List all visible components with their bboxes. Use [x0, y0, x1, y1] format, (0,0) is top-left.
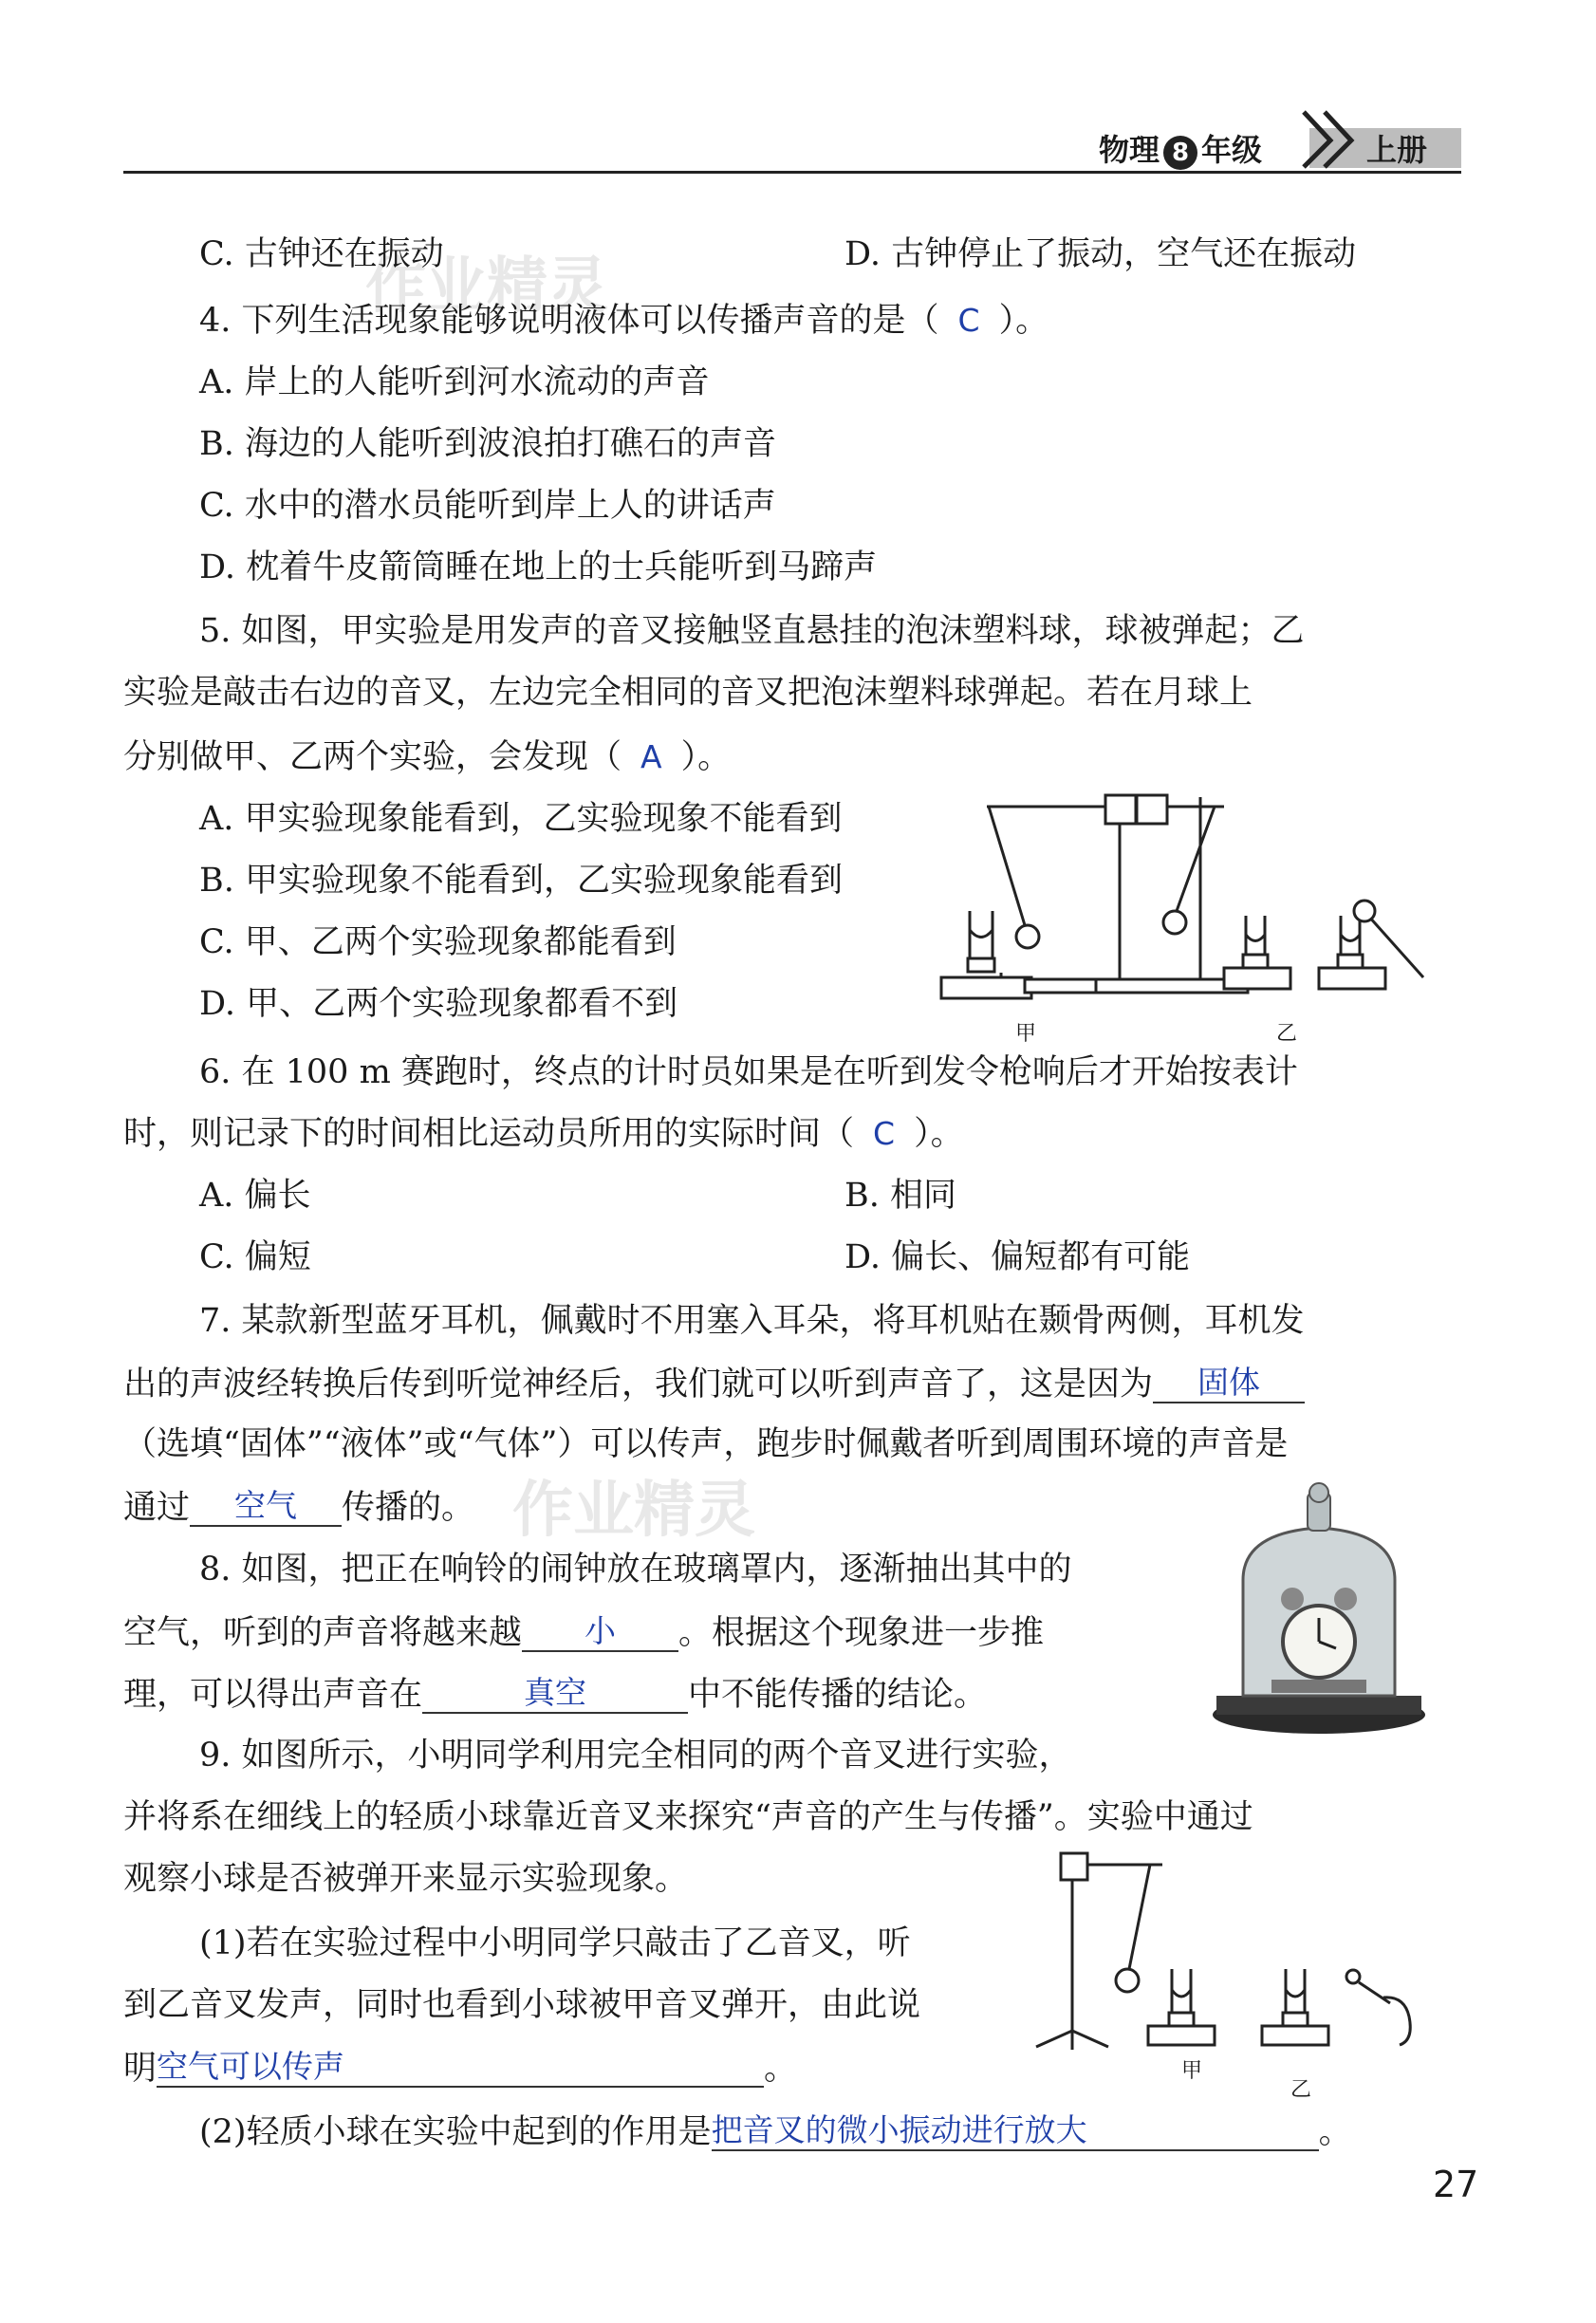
watermark-1: 作业精灵	[365, 251, 608, 322]
q6-option-a: A. 偏长	[199, 1177, 311, 1215]
page-number: 27	[1433, 2164, 1479, 2205]
q7-answer-2: 空气	[234, 1487, 298, 1524]
q6-stem-line1: 6. 在 100 m 赛跑时，终点的计时员如果是在听到发令枪响后才开始按表计	[199, 1053, 1298, 1091]
q8-bell-jar-figure	[1205, 1476, 1433, 1741]
q5-option-d: D. 甲、乙两个实验现象都看不到	[199, 985, 678, 1023]
q7-stem-line3: （选填“固体”“液体”或“气体”）可以传声，跑步时佩戴者听到周围环境的声音是	[123, 1425, 1289, 1463]
q5-label-yi: 乙	[1276, 1022, 1298, 1046]
q9-tuning-fork-figure	[1025, 1836, 1442, 2073]
watermark-2: 作业精灵	[512, 1476, 755, 1546]
q3-option-c: C. 古钟还在振动	[199, 235, 444, 273]
q8-answer-2: 真空	[524, 1674, 587, 1711]
header-rule	[123, 171, 1461, 174]
q6-answer: C	[873, 1115, 896, 1152]
q4-option-c: C. 水中的潜水员能听到岸上人的讲话声	[199, 487, 776, 525]
q4-option-b: B. 海边的人能听到波浪拍打礁石的声音	[199, 425, 776, 463]
q5-option-c: C. 甲、乙两个实验现象都能看到	[199, 923, 677, 961]
q5-label-jia: 甲	[1015, 1022, 1037, 1046]
q4-option-a: A. 岸上的人能听到河水流动的声音	[199, 363, 710, 401]
q5-option-a: A. 甲实验现象能看到，乙实验现象不能看到	[199, 800, 843, 838]
q9-stem-line3: 观察小球是否被弹开来显示实验现象。	[123, 1860, 689, 1898]
q7-answer-1: 固体	[1197, 1364, 1261, 1401]
q9-part2: (2)轻质小球在实验中起到的作用是把音叉的微小振动进行放大 。	[199, 2111, 1352, 2151]
q9-label-jia: 甲	[1181, 2059, 1203, 2083]
q5-stem-line2: 实验是敲击右边的音叉，左边完全相同的音叉把泡沫塑料球弹起。若在月球上	[123, 674, 1253, 712]
q9-stem-line2: 并将系在细线上的轻质小球靠近音叉来探究“声音的产生与传播”。实验中通过	[123, 1798, 1253, 1836]
q3-option-d: D. 古钟停止了振动，空气还在振动	[844, 235, 1357, 273]
q5-answer: A	[640, 738, 662, 775]
q5-tuning-fork-figure	[930, 778, 1442, 1025]
q8-stem-line2: 空气，听到的声音将越来越 小 。根据这个现象进一步推	[123, 1612, 1045, 1652]
q9-part1-line2: 到乙音叉发声，同时也看到小球被甲音叉弹开，由此说	[123, 1986, 921, 2024]
q9-part2-answer: 把音叉的微小振动进行放大	[711, 2111, 1087, 2148]
q8-answer-1: 小	[585, 1612, 617, 1649]
q8-stem-line1: 8. 如图，把正在响铃的闹钟放在玻璃罩内，逐渐抽出其中的	[199, 1551, 1072, 1589]
q9-label-yi: 乙	[1290, 2078, 1312, 2102]
q7-stem-line4: 通过 空气 传播的。	[123, 1487, 475, 1527]
q9-part1-line3: 明空气可以传声 。	[123, 2048, 798, 2088]
q5-stem-line1: 5. 如图，甲实验是用发声的音叉接触竖直悬挂的泡沫塑料球，球被弹起；乙	[199, 612, 1305, 650]
double-chevron-icon	[1296, 102, 1363, 169]
q4-option-d: D. 枕着牛皮箭筒睡在地上的士兵能听到马蹄声	[199, 548, 878, 586]
q5-stem-line3: 分别做甲、乙两个实验，会发现（ A ）。	[123, 738, 732, 776]
q4-stem: 4. 下列生活现象能够说明液体可以传播声音的是（ C ）。	[199, 302, 1049, 340]
q6-stem-line2: 时，则记录下的时间相比运动员所用的实际时间（ C ）。	[123, 1115, 964, 1153]
header-title	[1099, 126, 1262, 170]
header-grade: 年级	[1201, 132, 1263, 168]
q9-part1-answer: 空气可以传声	[157, 2048, 345, 2085]
q7-stem-line2: 出的声波经转换后传到听觉神经后，我们就可以听到声音了，这是因为 固体	[123, 1364, 1305, 1403]
header-volume: 上册	[1366, 132, 1428, 168]
grade-circle: 8	[1163, 136, 1197, 170]
q6-option-c: C. 偏短	[199, 1238, 311, 1276]
q9-stem-line1: 9. 如图所示，小明同学利用完全相同的两个音叉进行实验，	[199, 1737, 1072, 1775]
header-subject: 物理	[1099, 132, 1160, 168]
q5-option-b: B. 甲实验现象不能看到，乙实验现象能看到	[199, 862, 843, 900]
q6-option-b: B. 相同	[844, 1177, 956, 1215]
q9-part1-line1: (1)若在实验过程中小明同学只敲击了乙音叉，听	[199, 1924, 911, 1962]
q6-option-d: D. 偏长、偏短都有可能	[844, 1238, 1191, 1276]
q4-answer: C	[957, 302, 980, 339]
q8-stem-line3: 理，可以得出声音在 真空 中不能传播的结论。	[123, 1674, 988, 1714]
q7-stem-line1: 7. 某款新型蓝牙耳机，佩戴时不用塞入耳朵，将耳机贴在颞骨两侧，耳机发	[199, 1302, 1305, 1340]
